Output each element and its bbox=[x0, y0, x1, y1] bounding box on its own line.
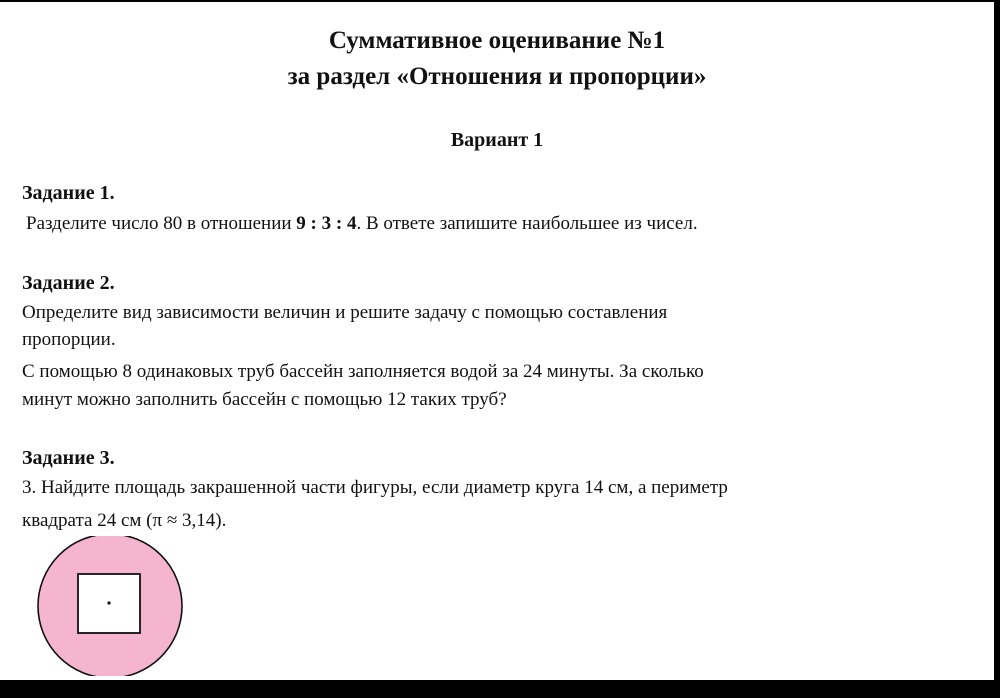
task-1-text-before: Разделите число 80 в отношении bbox=[26, 213, 297, 234]
task-1-ratio: 9 : 3 : 4 bbox=[296, 213, 357, 234]
task-2-heading: Задание 2. bbox=[22, 272, 115, 294]
task-2-line-4: минут можно заполнить бассейн с помощью 12 таких труб? bbox=[22, 389, 507, 410]
document-sheet bbox=[0, 2, 994, 680]
task-2-line-2: пропорции. bbox=[22, 329, 116, 350]
task-3-line-2: квадрата 24 см (π ≈ 3,14). bbox=[22, 510, 227, 531]
task-2-line-3: С помощью 8 одинаковых труб бассейн заполняется водой за 24 минуты. За сколько bbox=[22, 361, 704, 382]
circle-square-figure bbox=[34, 536, 186, 676]
bottom-bar bbox=[0, 680, 1000, 698]
task-3-heading: Задание 3. bbox=[22, 447, 115, 469]
task-2-line-1: Определите вид зависимости величин и решите задачу с помощью составления bbox=[22, 302, 668, 323]
figure-center-dot bbox=[107, 601, 110, 604]
document-title: Суммативное оценивание №1 bbox=[328, 27, 666, 54]
task-1-text bbox=[26, 210, 698, 237]
variant-label: Вариант 1 bbox=[450, 129, 544, 151]
document-subtitle: за раздел «Отношения и пропорции» bbox=[287, 63, 707, 90]
task-1-text-after: . В ответе запишите наибольшее из чисел. bbox=[356, 213, 698, 234]
task-3-line-1: 3. Найдите площадь закрашенной части фигуры, если диаметр круга 14 см, а периметр bbox=[22, 477, 728, 498]
task-1-heading: Задание 1. bbox=[22, 182, 115, 204]
